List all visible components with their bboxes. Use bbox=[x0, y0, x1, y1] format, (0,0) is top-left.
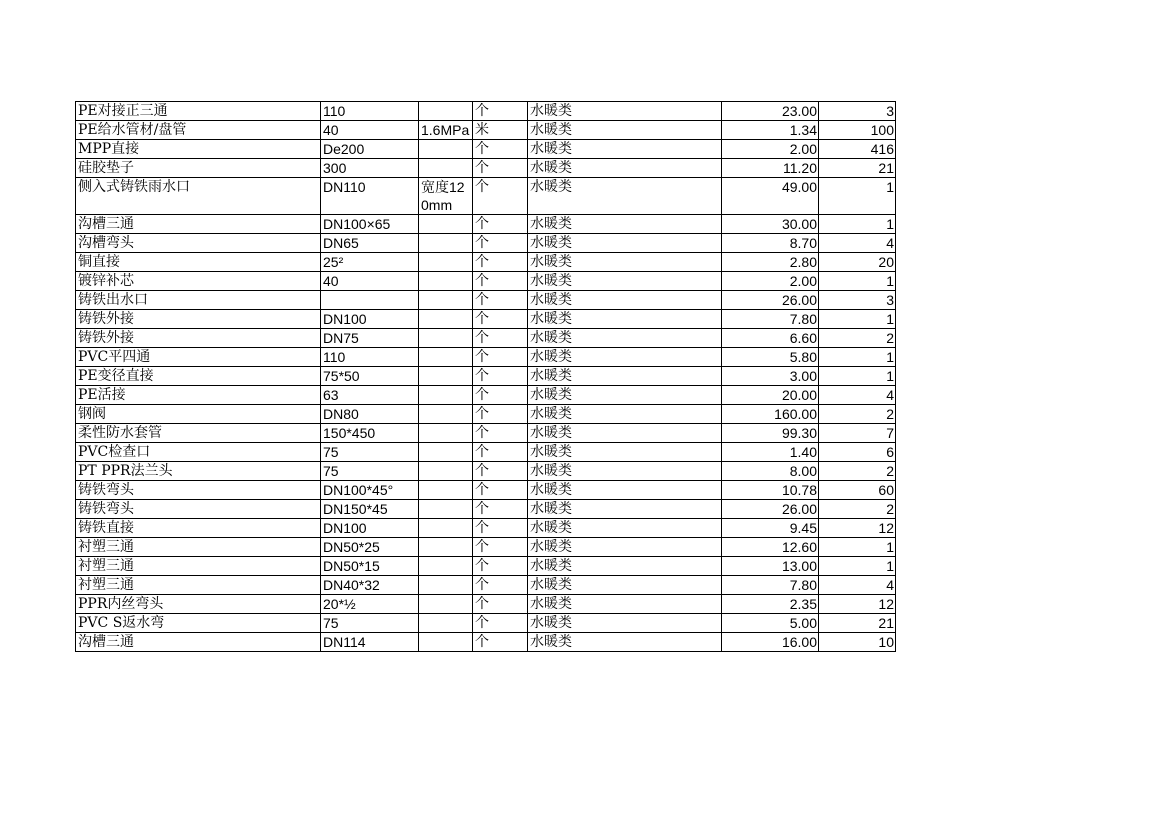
quantity-cell[interactable]: 4 bbox=[819, 234, 896, 253]
note-cell[interactable] bbox=[419, 272, 473, 291]
category-cell[interactable]: 水暖类 bbox=[528, 500, 722, 519]
note-cell[interactable] bbox=[419, 159, 473, 178]
table-row bbox=[76, 310, 896, 329]
unit-cell[interactable]: 个 bbox=[473, 462, 528, 481]
unit-price-cell[interactable]: 16.00 bbox=[722, 633, 819, 652]
unit-cell[interactable]: 个 bbox=[473, 329, 528, 348]
unit-cell[interactable]: 个 bbox=[473, 310, 528, 329]
quantity-cell[interactable]: 12 bbox=[819, 595, 896, 614]
quantity-cell[interactable]: 12 bbox=[819, 519, 896, 538]
unit-cell[interactable]: 个 bbox=[473, 576, 528, 595]
unit-price-cell[interactable]: 2.80 bbox=[722, 253, 819, 272]
unit-price-cell[interactable]: 5.80 bbox=[722, 348, 819, 367]
table-row bbox=[76, 140, 896, 159]
spec-cell[interactable]: DN40*32 bbox=[321, 576, 419, 595]
category-cell[interactable]: 水暖类 bbox=[528, 310, 722, 329]
unit-price-cell[interactable]: 2.00 bbox=[722, 140, 819, 159]
unit-price-cell[interactable]: 10.78 bbox=[722, 481, 819, 500]
quantity-cell[interactable]: 10 bbox=[819, 633, 896, 652]
table-row bbox=[76, 462, 896, 481]
unit-price-cell[interactable]: 12.60 bbox=[722, 538, 819, 557]
unit-cell[interactable]: 个 bbox=[473, 253, 528, 272]
spec-cell[interactable]: DN110 bbox=[321, 178, 419, 215]
table-row bbox=[76, 291, 896, 310]
item-name-cell[interactable]: 铸铁弯头 bbox=[76, 481, 321, 500]
quantity-cell[interactable]: 1 bbox=[819, 178, 896, 215]
unit-price-cell[interactable]: 8.00 bbox=[722, 462, 819, 481]
item-name-cell[interactable]: 硅胶垫子 bbox=[76, 159, 321, 178]
table-row bbox=[76, 405, 896, 424]
unit-price-cell[interactable]: 11.20 bbox=[722, 159, 819, 178]
quantity-cell[interactable]: 1 bbox=[819, 215, 896, 234]
unit-cell[interactable]: 个 bbox=[473, 102, 528, 121]
note-cell[interactable] bbox=[419, 443, 473, 462]
item-name-cell[interactable]: 沟槽三通 bbox=[76, 633, 321, 652]
spec-cell[interactable]: DN75 bbox=[321, 329, 419, 348]
note-cell[interactable] bbox=[419, 576, 473, 595]
quantity-cell[interactable]: 1 bbox=[819, 348, 896, 367]
spec-cell[interactable]: 75 bbox=[321, 462, 419, 481]
item-name-cell[interactable]: 衬塑三通 bbox=[76, 557, 321, 576]
category-cell[interactable]: 水暖类 bbox=[528, 329, 722, 348]
table-row bbox=[76, 215, 896, 234]
spec-cell[interactable]: DN50*15 bbox=[321, 557, 419, 576]
quantity-cell[interactable]: 60 bbox=[819, 481, 896, 500]
unit-cell[interactable]: 个 bbox=[473, 405, 528, 424]
quantity-cell[interactable]: 2 bbox=[819, 405, 896, 424]
item-name-cell[interactable]: 铸铁弯头 bbox=[76, 500, 321, 519]
quantity-cell[interactable]: 6 bbox=[819, 443, 896, 462]
item-name-cell[interactable]: PE变径直接 bbox=[76, 367, 321, 386]
spec-cell[interactable]: 63 bbox=[321, 386, 419, 405]
unit-cell[interactable]: 个 bbox=[473, 614, 528, 633]
table-body bbox=[76, 102, 896, 652]
note-cell[interactable] bbox=[419, 215, 473, 234]
note-cell[interactable] bbox=[419, 386, 473, 405]
quantity-cell[interactable]: 4 bbox=[819, 576, 896, 595]
table-row bbox=[76, 500, 896, 519]
spec-cell[interactable]: DN50*25 bbox=[321, 538, 419, 557]
unit-price-cell[interactable]: 3.00 bbox=[722, 367, 819, 386]
spec-cell[interactable]: 40 bbox=[321, 272, 419, 291]
quantity-cell[interactable]: 20 bbox=[819, 253, 896, 272]
category-cell[interactable]: 水暖类 bbox=[528, 481, 722, 500]
item-name-cell[interactable]: 镀锌补芯 bbox=[76, 272, 321, 291]
category-cell[interactable]: 水暖类 bbox=[528, 519, 722, 538]
spec-cell[interactable]: DN114 bbox=[321, 633, 419, 652]
unit-cell[interactable]: 个 bbox=[473, 291, 528, 310]
table-row bbox=[76, 178, 896, 215]
unit-cell[interactable]: 个 bbox=[473, 140, 528, 159]
spec-cell[interactable]: 75 bbox=[321, 443, 419, 462]
table-row bbox=[76, 633, 896, 652]
category-cell[interactable]: 水暖类 bbox=[528, 102, 722, 121]
table-row bbox=[76, 253, 896, 272]
note-cell[interactable] bbox=[419, 538, 473, 557]
quantity-cell[interactable]: 21 bbox=[819, 614, 896, 633]
note-cell[interactable] bbox=[419, 253, 473, 272]
category-cell[interactable]: 水暖类 bbox=[528, 614, 722, 633]
quantity-cell[interactable]: 416 bbox=[819, 140, 896, 159]
category-cell[interactable]: 水暖类 bbox=[528, 121, 722, 140]
unit-price-cell[interactable]: 160.00 bbox=[722, 405, 819, 424]
quantity-cell[interactable]: 1 bbox=[819, 272, 896, 291]
note-cell[interactable] bbox=[419, 614, 473, 633]
unit-price-cell[interactable]: 8.70 bbox=[722, 234, 819, 253]
category-cell[interactable]: 水暖类 bbox=[528, 215, 722, 234]
unit-price-cell[interactable]: 2.35 bbox=[722, 595, 819, 614]
table-row bbox=[76, 443, 896, 462]
quantity-cell[interactable]: 1 bbox=[819, 557, 896, 576]
category-cell[interactable]: 水暖类 bbox=[528, 633, 722, 652]
unit-price-cell[interactable]: 7.80 bbox=[722, 310, 819, 329]
unit-price-cell[interactable]: 30.00 bbox=[722, 215, 819, 234]
unit-cell[interactable]: 个 bbox=[473, 348, 528, 367]
spec-cell[interactable]: 75*50 bbox=[321, 367, 419, 386]
category-cell[interactable]: 水暖类 bbox=[528, 462, 722, 481]
spec-cell[interactable]: 110 bbox=[321, 102, 419, 121]
category-cell[interactable]: 水暖类 bbox=[528, 538, 722, 557]
item-name-cell[interactable]: 沟槽三通 bbox=[76, 215, 321, 234]
unit-price-cell[interactable]: 99.30 bbox=[722, 424, 819, 443]
category-cell[interactable]: 水暖类 bbox=[528, 595, 722, 614]
table-row bbox=[76, 576, 896, 595]
category-cell[interactable]: 水暖类 bbox=[528, 234, 722, 253]
note-cell[interactable] bbox=[419, 310, 473, 329]
table-row bbox=[76, 159, 896, 178]
category-cell[interactable]: 水暖类 bbox=[528, 272, 722, 291]
item-name-cell[interactable]: PPR内丝弯头 bbox=[76, 595, 321, 614]
item-name-cell[interactable]: 衬塑三通 bbox=[76, 576, 321, 595]
unit-cell[interactable]: 个 bbox=[473, 443, 528, 462]
unit-price-cell[interactable]: 26.00 bbox=[722, 500, 819, 519]
note-cell[interactable] bbox=[419, 329, 473, 348]
note-cell[interactable] bbox=[419, 500, 473, 519]
item-name-cell[interactable]: 铸铁外接 bbox=[76, 329, 321, 348]
unit-price-cell[interactable]: 7.80 bbox=[722, 576, 819, 595]
note-cell[interactable] bbox=[419, 291, 473, 310]
category-cell[interactable]: 水暖类 bbox=[528, 291, 722, 310]
category-cell[interactable]: 水暖类 bbox=[528, 557, 722, 576]
quantity-cell[interactable]: 1 bbox=[819, 538, 896, 557]
unit-price-cell[interactable]: 1.40 bbox=[722, 443, 819, 462]
category-cell[interactable]: 水暖类 bbox=[528, 576, 722, 595]
item-name-cell[interactable]: PE给水管材/盘管 bbox=[76, 121, 321, 140]
note-cell[interactable] bbox=[419, 102, 473, 121]
item-name-cell[interactable]: 铸铁直接 bbox=[76, 519, 321, 538]
spec-cell[interactable]: 75 bbox=[321, 614, 419, 633]
category-cell[interactable]: 水暖类 bbox=[528, 386, 722, 405]
category-cell[interactable]: 水暖类 bbox=[528, 443, 722, 462]
unit-cell[interactable]: 个 bbox=[473, 367, 528, 386]
table-row bbox=[76, 329, 896, 348]
table-row bbox=[76, 386, 896, 405]
item-name-cell[interactable]: PVC检查口 bbox=[76, 443, 321, 462]
spec-cell[interactable]: 20*½ bbox=[321, 595, 419, 614]
category-cell[interactable]: 水暖类 bbox=[528, 348, 722, 367]
note-cell[interactable]: 宽度120mm bbox=[419, 178, 473, 215]
category-cell[interactable]: 水暖类 bbox=[528, 405, 722, 424]
note-cell[interactable] bbox=[419, 234, 473, 253]
spec-cell[interactable]: DN150*45 bbox=[321, 500, 419, 519]
quantity-cell[interactable]: 2 bbox=[819, 462, 896, 481]
unit-cell[interactable]: 个 bbox=[473, 595, 528, 614]
item-name-cell[interactable]: 柔性防水套管 bbox=[76, 424, 321, 443]
spec-cell[interactable]: 300 bbox=[321, 159, 419, 178]
unit-cell[interactable]: 个 bbox=[473, 424, 528, 443]
category-cell[interactable]: 水暖类 bbox=[528, 253, 722, 272]
quantity-cell[interactable]: 3 bbox=[819, 102, 896, 121]
note-cell[interactable] bbox=[419, 367, 473, 386]
spec-cell[interactable]: DN100*45° bbox=[321, 481, 419, 500]
item-name-cell[interactable]: MPP直接 bbox=[76, 140, 321, 159]
item-name-cell[interactable]: PT PPR法兰头 bbox=[76, 462, 321, 481]
table-row bbox=[76, 614, 896, 633]
note-cell[interactable] bbox=[419, 405, 473, 424]
unit-cell[interactable]: 个 bbox=[473, 215, 528, 234]
spec-cell[interactable] bbox=[321, 291, 419, 310]
item-name-cell[interactable]: PVC S返水弯 bbox=[76, 614, 321, 633]
item-name-cell[interactable]: 铸铁出水口 bbox=[76, 291, 321, 310]
note-cell[interactable] bbox=[419, 348, 473, 367]
note-cell[interactable]: 1.6MPa bbox=[419, 121, 473, 140]
spec-cell[interactable]: DN100 bbox=[321, 519, 419, 538]
unit-price-cell[interactable]: 9.45 bbox=[722, 519, 819, 538]
table-row bbox=[76, 519, 896, 538]
note-cell[interactable] bbox=[419, 519, 473, 538]
unit-cell[interactable]: 米 bbox=[473, 121, 528, 140]
unit-price-cell[interactable]: 2.00 bbox=[722, 272, 819, 291]
note-cell[interactable] bbox=[419, 424, 473, 443]
note-cell[interactable] bbox=[419, 557, 473, 576]
unit-cell[interactable]: 个 bbox=[473, 272, 528, 291]
unit-price-cell[interactable]: 26.00 bbox=[722, 291, 819, 310]
unit-cell[interactable]: 个 bbox=[473, 500, 528, 519]
item-name-cell[interactable]: 衬塑三通 bbox=[76, 538, 321, 557]
unit-cell[interactable]: 个 bbox=[473, 519, 528, 538]
table-row bbox=[76, 272, 896, 291]
note-cell[interactable] bbox=[419, 140, 473, 159]
table-row bbox=[76, 234, 896, 253]
spec-cell[interactable]: 150*450 bbox=[321, 424, 419, 443]
unit-cell[interactable]: 个 bbox=[473, 538, 528, 557]
spec-cell[interactable]: 40 bbox=[321, 121, 419, 140]
item-name-cell[interactable]: 铜直接 bbox=[76, 253, 321, 272]
unit-cell[interactable]: 个 bbox=[473, 481, 528, 500]
item-name-cell[interactable]: 钢阀 bbox=[76, 405, 321, 424]
unit-price-cell[interactable]: 49.00 bbox=[722, 178, 819, 215]
unit-price-cell[interactable]: 20.00 bbox=[722, 386, 819, 405]
unit-cell[interactable]: 个 bbox=[473, 159, 528, 178]
spec-cell[interactable]: 110 bbox=[321, 348, 419, 367]
materials-table bbox=[75, 101, 896, 652]
unit-price-cell[interactable]: 1.34 bbox=[722, 121, 819, 140]
spec-cell[interactable]: De200 bbox=[321, 140, 419, 159]
spec-cell[interactable]: 25² bbox=[321, 253, 419, 272]
item-name-cell[interactable]: PE活接 bbox=[76, 386, 321, 405]
unit-price-cell[interactable]: 5.00 bbox=[722, 614, 819, 633]
item-name-cell[interactable]: 铸铁外接 bbox=[76, 310, 321, 329]
table-row bbox=[76, 367, 896, 386]
quantity-cell[interactable]: 4 bbox=[819, 386, 896, 405]
quantity-cell[interactable]: 100 bbox=[819, 121, 896, 140]
quantity-cell[interactable]: 7 bbox=[819, 424, 896, 443]
unit-cell[interactable]: 个 bbox=[473, 386, 528, 405]
table-row bbox=[76, 481, 896, 500]
quantity-cell[interactable]: 1 bbox=[819, 367, 896, 386]
item-name-cell[interactable]: PVC平四通 bbox=[76, 348, 321, 367]
category-cell[interactable]: 水暖类 bbox=[528, 159, 722, 178]
note-cell[interactable] bbox=[419, 462, 473, 481]
category-cell[interactable]: 水暖类 bbox=[528, 140, 722, 159]
category-cell[interactable]: 水暖类 bbox=[528, 367, 722, 386]
quantity-cell[interactable]: 21 bbox=[819, 159, 896, 178]
unit-cell[interactable]: 个 bbox=[473, 633, 528, 652]
unit-cell[interactable]: 个 bbox=[473, 234, 528, 253]
table-row bbox=[76, 348, 896, 367]
note-cell[interactable] bbox=[419, 633, 473, 652]
table-row bbox=[76, 557, 896, 576]
table-row bbox=[76, 102, 896, 121]
table-row bbox=[76, 424, 896, 443]
unit-price-cell[interactable]: 13.00 bbox=[722, 557, 819, 576]
quantity-cell[interactable]: 1 bbox=[819, 310, 896, 329]
item-name-cell[interactable]: PE对接正三通 bbox=[76, 102, 321, 121]
item-name-cell[interactable]: 侧入式铸铁雨水口 bbox=[76, 178, 321, 215]
unit-price-cell[interactable]: 6.60 bbox=[722, 329, 819, 348]
quantity-cell[interactable]: 2 bbox=[819, 500, 896, 519]
note-cell[interactable] bbox=[419, 595, 473, 614]
quantity-cell[interactable]: 2 bbox=[819, 329, 896, 348]
spec-cell[interactable]: DN65 bbox=[321, 234, 419, 253]
spec-cell[interactable]: DN100×65 bbox=[321, 215, 419, 234]
table-row bbox=[76, 121, 896, 140]
item-name-cell[interactable]: 沟槽弯头 bbox=[76, 234, 321, 253]
unit-price-cell[interactable]: 23.00 bbox=[722, 102, 819, 121]
category-cell[interactable]: 水暖类 bbox=[528, 424, 722, 443]
spec-cell[interactable]: DN80 bbox=[321, 405, 419, 424]
note-cell[interactable] bbox=[419, 481, 473, 500]
table-row bbox=[76, 595, 896, 614]
spec-cell[interactable]: DN100 bbox=[321, 310, 419, 329]
table-row bbox=[76, 538, 896, 557]
unit-cell[interactable]: 个 bbox=[473, 178, 528, 215]
quantity-cell[interactable]: 3 bbox=[819, 291, 896, 310]
unit-cell[interactable]: 个 bbox=[473, 557, 528, 576]
category-cell[interactable]: 水暖类 bbox=[528, 178, 722, 215]
